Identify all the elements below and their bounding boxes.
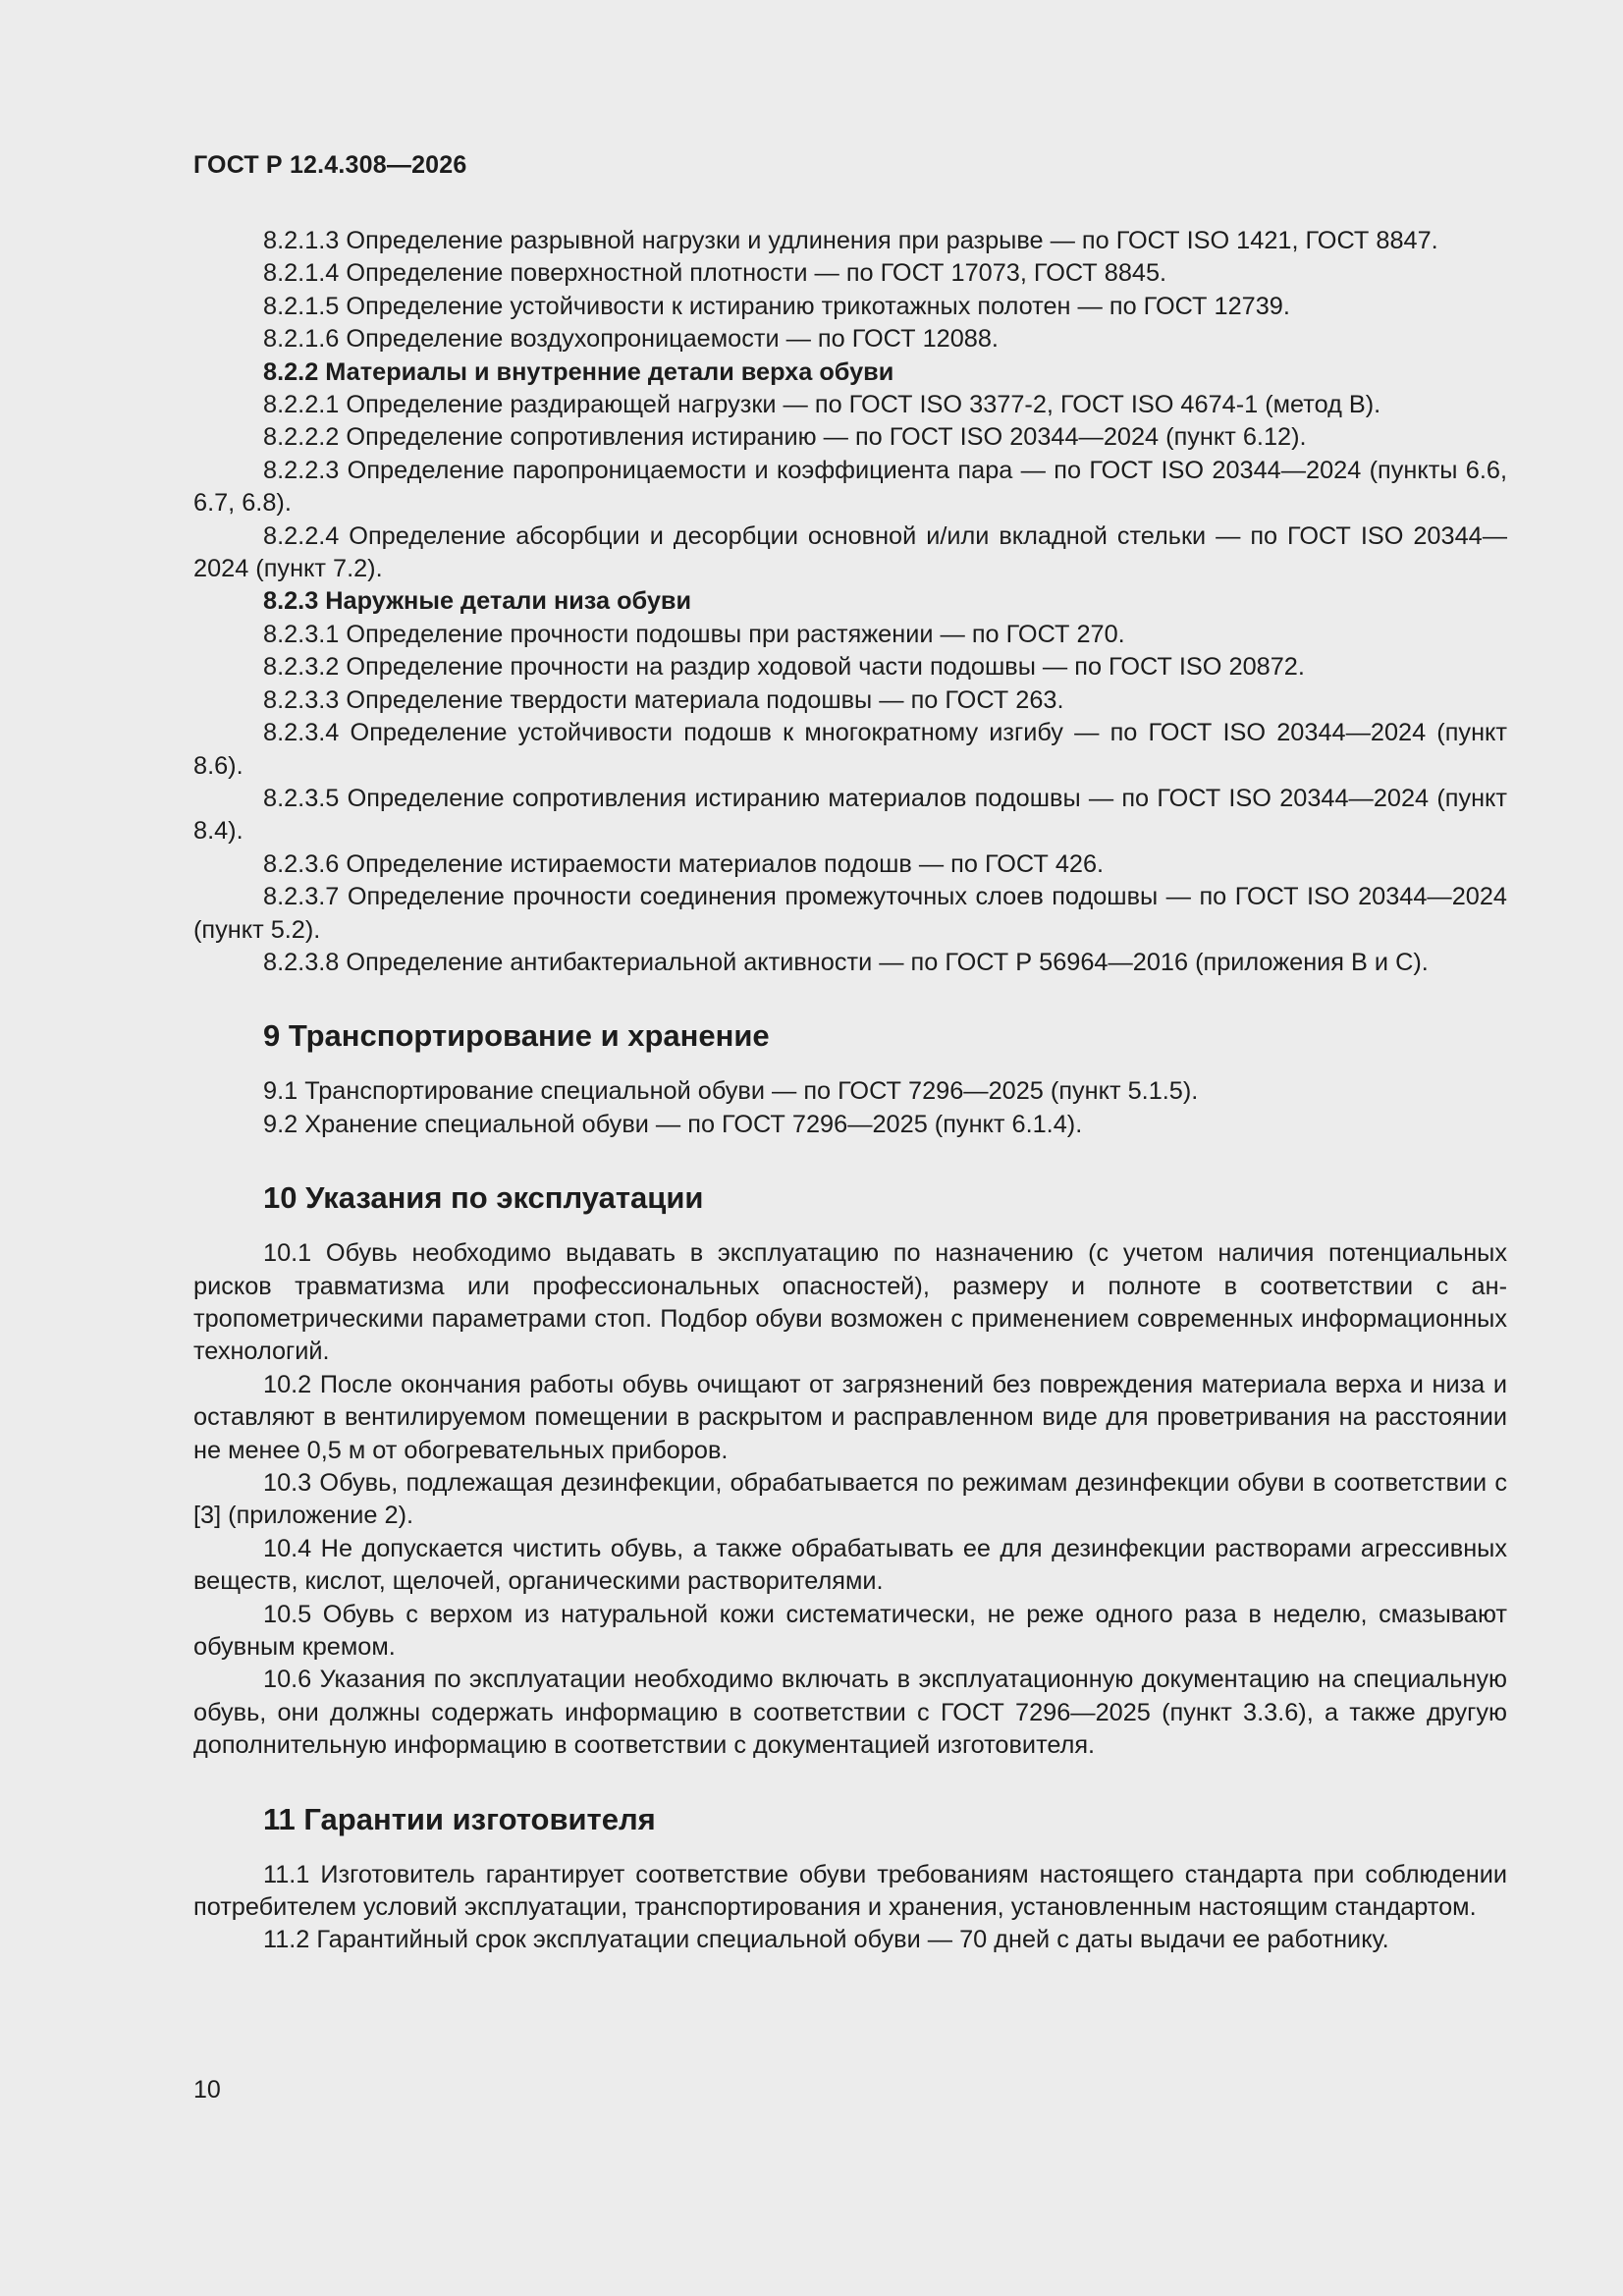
clause-9-2: 9.2 Хранение специальной обуви — по ГОСТ 7296—2025 (пункт 6.1.4). — [263, 1110, 1083, 1138]
clause-8-2-3-8: 8.2.3.8 Определение антибактериальной активности — по ГОСТ Р 56964—2016 (приложения В и С). — [263, 948, 1429, 976]
spacer — [193, 1763, 1507, 1800]
clause-8-2-3-4: 8.2.3.4 Определение устойчивости подошв к многократному изгибу — по ГОСТ ISO 20344—2024 (пункт 8.6). — [193, 719, 1507, 780]
subsection-heading-8-2-2: 8.2.2 Материалы и внутренние детали верха обуви — [263, 357, 894, 386]
clause-8-2-1-5: 8.2.1.5 Определение устойчивости к истиранию трикотажных полотен — по ГОСТ 12739. — [263, 292, 1290, 320]
clause-10-2: 10.2 После окончания работы обувь очищают от загрязнений без повреждения материала верха и низа и оставляют в вентилируемом помещении в раскрытом и расправленном виде для проветривания на расстоянии не менее 0,5 м от обогревательных приборов. — [193, 1370, 1507, 1464]
clause-8-2-2-3: 8.2.2.3 Определение паропроницаемости и коэффициента пара — по ГОСТ ISO 20344—2024 (пункты 6.6, 6.7, 6.8). — [193, 456, 1507, 518]
clause-11-1: 11.1 Изготовитель гарантирует соответствие обуви требованиям настоящего стандарта при соблюдении потребителем условий эксплуатации, транспортирования и хранения, установленным настоящим стандартом. — [193, 1860, 1507, 1922]
clause-11-2: 11.2 Гарантийный срок эксплуатации специальной обуви — 70 дней с даты выдачи ее работнику. — [263, 1926, 1389, 1954]
clause-8-2-3-2: 8.2.3.2 Определение прочности на раздир ходовой части подошвы — по ГОСТ ISO 20872. — [263, 653, 1305, 682]
clause-10-4: 10.4 Не допускается чистить обувь, а также обрабатывать ее для дезинфекции растворами агрессивных веществ, кислот, щелочей, органическими растворителями. — [193, 1534, 1507, 1596]
clause-8-2-2-2: 8.2.2.2 Определение сопротивления истиранию — по ГОСТ ISO 20344—2024 (пункт 6.12). — [263, 423, 1307, 452]
clause-8-2-3-7: 8.2.3.7 Определение прочности соединения промежуточных слоев подошвы — по ГОСТ ISO 20344—2024 (пункт 5.2). — [193, 883, 1507, 944]
section-heading-9: 9 Транспортирование и хранение — [263, 1018, 770, 1054]
spacer — [193, 1056, 1507, 1075]
spacer — [193, 1218, 1507, 1237]
clause-10-6: 10.6 Указания по эксплуатации необходимо включать в эксплуатационную документацию на специальную обувь, они должны содержать информацию в соответствии с ГОСТ 7296—2025 (пункт 3.3.6), а также другую дополнительную информацию в соответствии с документацией изготовителя. — [193, 1666, 1507, 1760]
document-code-header: ГОСТ Р 12.4.308—2026 — [193, 151, 467, 179]
clause-8-2-1-6: 8.2.1.6 Определение воздухопроницаемости — по ГОСТ 12088. — [263, 325, 999, 354]
clause-10-5: 10.5 Обувь с верхом из натуральной кожи систематически, не реже одного раза в неделю, смазывают обувным кремом. — [193, 1600, 1507, 1662]
clause-10-3: 10.3 Обувь, подлежащая дезинфекции, обрабатывается по режимам дезинфекции обуви в соответствии с [3] (приложение 2). — [193, 1469, 1507, 1530]
document-body — [193, 225, 1507, 1957]
clause-8-2-1-4: 8.2.1.4 Определение поверхностной плотности — по ГОСТ 17073, ГОСТ 8845. — [263, 259, 1167, 288]
subsection-heading-8-2-3: 8.2.3 Наружные детали низа обуви — [263, 587, 692, 616]
clause-10-1: 10.1 Обувь необходимо выдавать в эксплуатацию по назначению (с учетом наличия потенциальных рисков травматизма или профессиональных опасностей), размеру и полноте в соответствии с антропометрическими параметрами стоп. Подбор обуви возможен с применением современных информационных технологий. — [193, 1239, 1507, 1366]
clause-8-2-2-1: 8.2.2.1 Определение раздирающей нагрузки — по ГОСТ ISO 3377-2, ГОСТ ISO 4674-1 (метод B). — [263, 391, 1381, 419]
clause-8-2-3-1: 8.2.3.1 Определение прочности подошвы при растяжении — по ГОСТ 270. — [263, 620, 1125, 648]
clause-9-1: 9.1 Транспортирование специальной обуви — по ГОСТ 7296—2025 (пункт 5.1.5). — [263, 1077, 1199, 1106]
section-heading-10: 10 Указания по эксплуатации — [263, 1180, 704, 1216]
section-heading-11: 11 Гарантии изготовителя — [263, 1801, 656, 1836]
clause-8-2-1-3: 8.2.1.3 Определение разрывной нагрузки и удлинения при разрыве — по ГОСТ ISO 1421, ГОСТ 8847. — [263, 227, 1438, 254]
spacer — [193, 979, 1507, 1016]
clause-8-2-3-5: 8.2.3.5 Определение сопротивления истиранию материалов подошвы — по ГОСТ ISO 20344—2024 (пункт 8.4). — [193, 784, 1507, 846]
spacer — [193, 1839, 1507, 1859]
clause-8-2-2-4: 8.2.2.4 Определение абсорбции и десорбции основной и/или вкладной стельки — по ГОСТ ISO 20344—2024 (пункт 7.2). — [193, 521, 1507, 583]
clause-8-2-3-6: 8.2.3.6 Определение истираемости материалов подошв — по ГОСТ 426. — [263, 849, 1105, 878]
page-number: 10 — [193, 2076, 221, 2104]
spacer — [193, 1141, 1507, 1178]
clause-8-2-3-3: 8.2.3.3 Определение твердости материала подошвы — по ГОСТ 263. — [263, 685, 1064, 714]
